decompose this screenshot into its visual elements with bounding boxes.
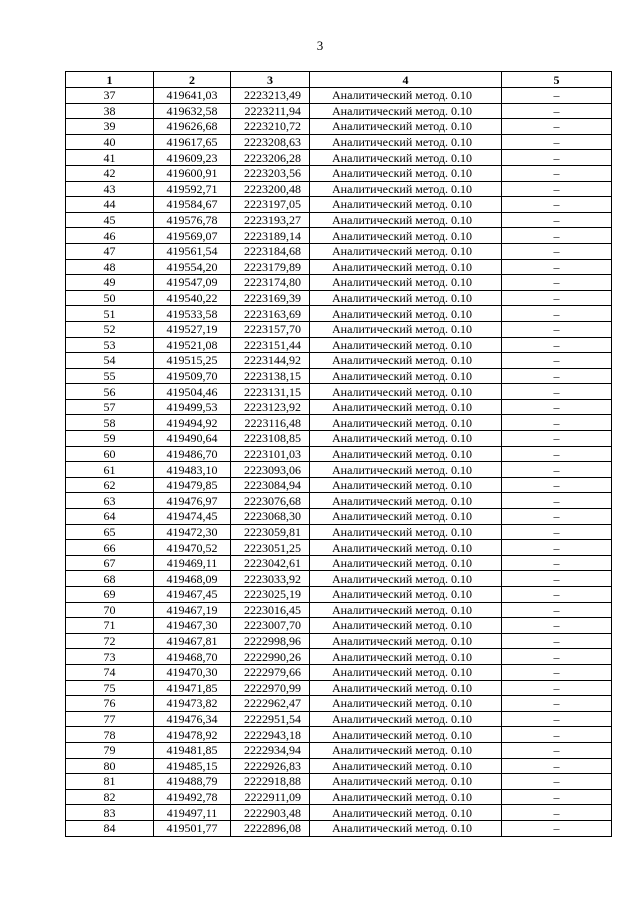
table-row	[66, 212, 612, 228]
x-coordinate-cell: 419474,45	[154, 509, 231, 525]
x-coordinate-cell: 419469,11	[154, 555, 231, 571]
x-coordinate-cell: 419483,10	[154, 462, 231, 478]
method-cell: Аналитический метод. 0.10	[310, 134, 502, 150]
y-coordinate-cell: 2223093,06	[231, 462, 310, 478]
note-cell: –	[502, 696, 612, 712]
x-coordinate-cell: 419492,78	[154, 789, 231, 805]
point-number-cell: 55	[66, 368, 154, 384]
method-cell: Аналитический метод. 0.10	[310, 212, 502, 228]
y-coordinate-cell: 2223211,94	[231, 103, 310, 119]
point-number-cell: 57	[66, 399, 154, 415]
note-cell: –	[502, 88, 612, 104]
table-row	[66, 243, 612, 259]
table-row	[66, 399, 612, 415]
y-coordinate-cell: 2222962,47	[231, 696, 310, 712]
method-cell: Аналитический метод. 0.10	[310, 119, 502, 135]
method-cell: Аналитический метод. 0.10	[310, 243, 502, 259]
x-coordinate-cell: 419554,20	[154, 259, 231, 275]
y-coordinate-cell: 2223210,72	[231, 119, 310, 135]
y-coordinate-cell: 2223179,89	[231, 259, 310, 275]
x-coordinate-cell: 419515,25	[154, 353, 231, 369]
point-number-cell: 46	[66, 228, 154, 244]
table-row	[66, 742, 612, 758]
method-cell: Аналитический метод. 0.10	[310, 664, 502, 680]
y-coordinate-cell: 2223200,48	[231, 181, 310, 197]
y-coordinate-cell: 2223051,25	[231, 540, 310, 556]
x-coordinate-cell: 419467,30	[154, 618, 231, 634]
point-number-cell: 54	[66, 353, 154, 369]
table-row	[66, 774, 612, 790]
note-cell: –	[502, 462, 612, 478]
table-row	[66, 493, 612, 509]
method-cell: Аналитический метод. 0.10	[310, 181, 502, 197]
point-number-cell: 68	[66, 571, 154, 587]
table-row	[66, 789, 612, 805]
table-row	[66, 181, 612, 197]
y-coordinate-cell: 2223184,68	[231, 243, 310, 259]
note-cell: –	[502, 290, 612, 306]
y-coordinate-cell: 2223151,44	[231, 337, 310, 353]
note-cell: –	[502, 633, 612, 649]
table-row	[66, 446, 612, 462]
point-number-cell: 75	[66, 680, 154, 696]
point-number-cell: 44	[66, 197, 154, 213]
table-row	[66, 228, 612, 244]
point-number-cell: 60	[66, 446, 154, 462]
y-coordinate-cell: 2223138,15	[231, 368, 310, 384]
point-number-cell: 47	[66, 243, 154, 259]
note-cell: –	[502, 306, 612, 322]
y-coordinate-cell: 2223197,05	[231, 197, 310, 213]
point-number-cell: 71	[66, 618, 154, 634]
x-coordinate-cell: 419617,65	[154, 134, 231, 150]
method-cell: Аналитический метод. 0.10	[310, 758, 502, 774]
y-coordinate-cell: 2223059,81	[231, 524, 310, 540]
point-number-cell: 64	[66, 509, 154, 525]
note-cell: –	[502, 477, 612, 493]
point-number-cell: 52	[66, 321, 154, 337]
note-cell: –	[502, 680, 612, 696]
x-coordinate-cell: 419467,45	[154, 587, 231, 603]
point-number-cell: 45	[66, 212, 154, 228]
note-cell: –	[502, 103, 612, 119]
method-cell: Аналитический метод. 0.10	[310, 649, 502, 665]
point-number-cell: 42	[66, 165, 154, 181]
coordinates-table	[65, 71, 612, 837]
table-row	[66, 197, 612, 213]
y-coordinate-cell: 2223163,69	[231, 306, 310, 322]
method-cell: Аналитический метод. 0.10	[310, 711, 502, 727]
y-coordinate-cell: 2223007,70	[231, 618, 310, 634]
table-row	[66, 477, 612, 493]
table-row	[66, 368, 612, 384]
y-coordinate-cell: 2223068,30	[231, 509, 310, 525]
table-body	[66, 88, 612, 837]
method-cell: Аналитический метод. 0.10	[310, 727, 502, 743]
point-number-cell: 65	[66, 524, 154, 540]
note-cell: –	[502, 493, 612, 509]
table-row	[66, 103, 612, 119]
x-coordinate-cell: 419490,64	[154, 431, 231, 447]
x-coordinate-cell: 419485,15	[154, 758, 231, 774]
method-cell: Аналитический метод. 0.10	[310, 150, 502, 166]
x-coordinate-cell: 419494,92	[154, 415, 231, 431]
y-coordinate-cell: 2223144,92	[231, 353, 310, 369]
note-cell: –	[502, 321, 612, 337]
x-coordinate-cell: 419470,30	[154, 664, 231, 680]
point-number-cell: 48	[66, 259, 154, 275]
table-row	[66, 618, 612, 634]
table-row	[66, 805, 612, 821]
x-coordinate-cell: 419470,52	[154, 540, 231, 556]
method-cell: Аналитический метод. 0.10	[310, 789, 502, 805]
y-coordinate-cell: 2223157,70	[231, 321, 310, 337]
x-coordinate-cell: 419486,70	[154, 446, 231, 462]
note-cell: –	[502, 649, 612, 665]
method-cell: Аналитический метод. 0.10	[310, 415, 502, 431]
method-cell: Аналитический метод. 0.10	[310, 275, 502, 291]
x-coordinate-cell: 419476,34	[154, 711, 231, 727]
method-cell: Аналитический метод. 0.10	[310, 524, 502, 540]
point-number-cell: 83	[66, 805, 154, 821]
method-cell: Аналитический метод. 0.10	[310, 602, 502, 618]
table-row	[66, 664, 612, 680]
point-number-cell: 50	[66, 290, 154, 306]
x-coordinate-cell: 419481,85	[154, 742, 231, 758]
method-cell: Аналитический метод. 0.10	[310, 618, 502, 634]
note-cell: –	[502, 820, 612, 836]
method-cell: Аналитический метод. 0.10	[310, 290, 502, 306]
note-cell: –	[502, 805, 612, 821]
table-row	[66, 290, 612, 306]
x-coordinate-cell: 419527,19	[154, 321, 231, 337]
note-cell: –	[502, 399, 612, 415]
point-number-cell: 77	[66, 711, 154, 727]
point-number-cell: 38	[66, 103, 154, 119]
point-number-cell: 72	[66, 633, 154, 649]
x-coordinate-cell: 419476,97	[154, 493, 231, 509]
table-row	[66, 384, 612, 400]
y-coordinate-cell: 2223193,27	[231, 212, 310, 228]
y-coordinate-cell: 2222979,66	[231, 664, 310, 680]
method-cell: Аналитический метод. 0.10	[310, 493, 502, 509]
table-row	[66, 727, 612, 743]
point-number-cell: 51	[66, 306, 154, 322]
x-coordinate-cell: 419504,46	[154, 384, 231, 400]
y-coordinate-cell: 2222903,48	[231, 805, 310, 821]
x-coordinate-cell: 419584,67	[154, 197, 231, 213]
y-coordinate-cell: 2222926,83	[231, 758, 310, 774]
table-row	[66, 555, 612, 571]
y-coordinate-cell: 2222896,08	[231, 820, 310, 836]
column-header-5: 5	[502, 72, 612, 88]
note-cell: –	[502, 150, 612, 166]
table-row	[66, 758, 612, 774]
point-number-cell: 62	[66, 477, 154, 493]
note-cell: –	[502, 711, 612, 727]
method-cell: Аналитический метод. 0.10	[310, 696, 502, 712]
x-coordinate-cell: 419626,68	[154, 119, 231, 135]
x-coordinate-cell: 419641,03	[154, 88, 231, 104]
method-cell: Аналитический метод. 0.10	[310, 571, 502, 587]
y-coordinate-cell: 2223016,45	[231, 602, 310, 618]
x-coordinate-cell: 419569,07	[154, 228, 231, 244]
point-number-cell: 63	[66, 493, 154, 509]
y-coordinate-cell: 2223076,68	[231, 493, 310, 509]
point-number-cell: 56	[66, 384, 154, 400]
method-cell: Аналитический метод. 0.10	[310, 742, 502, 758]
method-cell: Аналитический метод. 0.10	[310, 321, 502, 337]
point-number-cell: 39	[66, 119, 154, 135]
column-header-3: 3	[231, 72, 310, 88]
x-coordinate-cell: 419533,58	[154, 306, 231, 322]
x-coordinate-cell: 419472,30	[154, 524, 231, 540]
method-cell: Аналитический метод. 0.10	[310, 384, 502, 400]
table-row	[66, 602, 612, 618]
note-cell: –	[502, 524, 612, 540]
table-row	[66, 306, 612, 322]
note-cell: –	[502, 618, 612, 634]
x-coordinate-cell: 419509,70	[154, 368, 231, 384]
y-coordinate-cell: 2223033,92	[231, 571, 310, 587]
point-number-cell: 84	[66, 820, 154, 836]
method-cell: Аналитический метод. 0.10	[310, 165, 502, 181]
method-cell: Аналитический метод. 0.10	[310, 509, 502, 525]
y-coordinate-cell: 2222970,99	[231, 680, 310, 696]
x-coordinate-cell: 419497,11	[154, 805, 231, 821]
table-row	[66, 415, 612, 431]
point-number-cell: 49	[66, 275, 154, 291]
point-number-cell: 74	[66, 664, 154, 680]
note-cell: –	[502, 727, 612, 743]
table-row	[66, 820, 612, 836]
method-cell: Аналитический метод. 0.10	[310, 431, 502, 447]
y-coordinate-cell: 2223213,49	[231, 88, 310, 104]
x-coordinate-cell: 419467,19	[154, 602, 231, 618]
table-row	[66, 321, 612, 337]
y-coordinate-cell: 2222934,94	[231, 742, 310, 758]
x-coordinate-cell: 419499,53	[154, 399, 231, 415]
y-coordinate-cell: 2223169,39	[231, 290, 310, 306]
table-row	[66, 633, 612, 649]
note-cell: –	[502, 212, 612, 228]
note-cell: –	[502, 509, 612, 525]
x-coordinate-cell: 419468,09	[154, 571, 231, 587]
method-cell: Аналитический метод. 0.10	[310, 259, 502, 275]
method-cell: Аналитический метод. 0.10	[310, 680, 502, 696]
note-cell: –	[502, 540, 612, 556]
column-header-1: 1	[66, 72, 154, 88]
x-coordinate-cell: 419547,09	[154, 275, 231, 291]
note-cell: –	[502, 446, 612, 462]
note-cell: –	[502, 571, 612, 587]
point-number-cell: 70	[66, 602, 154, 618]
page-number: 3	[316, 38, 324, 53]
note-cell: –	[502, 431, 612, 447]
note-cell: –	[502, 228, 612, 244]
x-coordinate-cell: 419600,91	[154, 165, 231, 181]
point-number-cell: 78	[66, 727, 154, 743]
y-coordinate-cell: 2222951,54	[231, 711, 310, 727]
point-number-cell: 81	[66, 774, 154, 790]
point-number-cell: 82	[66, 789, 154, 805]
y-coordinate-cell: 2222998,96	[231, 633, 310, 649]
method-cell: Аналитический метод. 0.10	[310, 820, 502, 836]
point-number-cell: 59	[66, 431, 154, 447]
point-number-cell: 58	[66, 415, 154, 431]
method-cell: Аналитический метод. 0.10	[310, 103, 502, 119]
table-row	[66, 134, 612, 150]
y-coordinate-cell: 2223025,19	[231, 587, 310, 603]
method-cell: Аналитический метод. 0.10	[310, 774, 502, 790]
method-cell: Аналитический метод. 0.10	[310, 587, 502, 603]
note-cell: –	[502, 602, 612, 618]
note-cell: –	[502, 415, 612, 431]
table-row	[66, 353, 612, 369]
note-cell: –	[502, 243, 612, 259]
method-cell: Аналитический метод. 0.10	[310, 306, 502, 322]
method-cell: Аналитический метод. 0.10	[310, 368, 502, 384]
method-cell: Аналитический метод. 0.10	[310, 540, 502, 556]
note-cell: –	[502, 165, 612, 181]
table-row	[66, 462, 612, 478]
note-cell: –	[502, 789, 612, 805]
note-cell: –	[502, 384, 612, 400]
point-number-cell: 53	[66, 337, 154, 353]
x-coordinate-cell: 419632,58	[154, 103, 231, 119]
y-coordinate-cell: 2223108,85	[231, 431, 310, 447]
note-cell: –	[502, 353, 612, 369]
table-row	[66, 649, 612, 665]
column-header-2: 2	[154, 72, 231, 88]
point-number-cell: 66	[66, 540, 154, 556]
note-cell: –	[502, 134, 612, 150]
table-row	[66, 275, 612, 291]
point-number-cell: 61	[66, 462, 154, 478]
x-coordinate-cell: 419576,78	[154, 212, 231, 228]
method-cell: Аналитический метод. 0.10	[310, 353, 502, 369]
table-row	[66, 509, 612, 525]
x-coordinate-cell: 419488,79	[154, 774, 231, 790]
note-cell: –	[502, 774, 612, 790]
point-number-cell: 79	[66, 742, 154, 758]
note-cell: –	[502, 555, 612, 571]
table-row	[66, 150, 612, 166]
table-row	[66, 88, 612, 104]
table-row	[66, 337, 612, 353]
note-cell: –	[502, 758, 612, 774]
point-number-cell: 43	[66, 181, 154, 197]
table-row	[66, 259, 612, 275]
method-cell: Аналитический метод. 0.10	[310, 399, 502, 415]
note-cell: –	[502, 368, 612, 384]
y-coordinate-cell: 2223203,56	[231, 165, 310, 181]
method-cell: Аналитический метод. 0.10	[310, 197, 502, 213]
note-cell: –	[502, 119, 612, 135]
y-coordinate-cell: 2223042,61	[231, 555, 310, 571]
point-number-cell: 80	[66, 758, 154, 774]
table-row	[66, 119, 612, 135]
table-row	[66, 696, 612, 712]
table-row	[66, 165, 612, 181]
y-coordinate-cell: 2223101,03	[231, 446, 310, 462]
point-number-cell: 40	[66, 134, 154, 150]
y-coordinate-cell: 2223123,92	[231, 399, 310, 415]
x-coordinate-cell: 419540,22	[154, 290, 231, 306]
method-cell: Аналитический метод. 0.10	[310, 446, 502, 462]
method-cell: Аналитический метод. 0.10	[310, 337, 502, 353]
point-number-cell: 73	[66, 649, 154, 665]
x-coordinate-cell: 419467,81	[154, 633, 231, 649]
y-coordinate-cell: 2223084,94	[231, 477, 310, 493]
note-cell: –	[502, 275, 612, 291]
table-row	[66, 587, 612, 603]
y-coordinate-cell: 2223189,14	[231, 228, 310, 244]
y-coordinate-cell: 2223206,28	[231, 150, 310, 166]
note-cell: –	[502, 742, 612, 758]
column-header-4: 4	[310, 72, 502, 88]
method-cell: Аналитический метод. 0.10	[310, 88, 502, 104]
point-number-cell: 41	[66, 150, 154, 166]
note-cell: –	[502, 337, 612, 353]
table-row	[66, 540, 612, 556]
x-coordinate-cell: 419479,85	[154, 477, 231, 493]
method-cell: Аналитический метод. 0.10	[310, 462, 502, 478]
method-cell: Аналитический метод. 0.10	[310, 633, 502, 649]
note-cell: –	[502, 181, 612, 197]
y-coordinate-cell: 2223174,80	[231, 275, 310, 291]
table-header-row	[66, 72, 612, 88]
note-cell: –	[502, 587, 612, 603]
note-cell: –	[502, 664, 612, 680]
method-cell: Аналитический метод. 0.10	[310, 228, 502, 244]
y-coordinate-cell: 2222911,09	[231, 789, 310, 805]
table-row	[66, 524, 612, 540]
y-coordinate-cell: 2222943,18	[231, 727, 310, 743]
y-coordinate-cell: 2223131,15	[231, 384, 310, 400]
point-number-cell: 37	[66, 88, 154, 104]
method-cell: Аналитический метод. 0.10	[310, 555, 502, 571]
table-row	[66, 680, 612, 696]
note-cell: –	[502, 197, 612, 213]
table-row	[66, 431, 612, 447]
x-coordinate-cell: 419478,92	[154, 727, 231, 743]
y-coordinate-cell: 2222990,26	[231, 649, 310, 665]
note-cell: –	[502, 259, 612, 275]
y-coordinate-cell: 2223116,48	[231, 415, 310, 431]
x-coordinate-cell: 419521,08	[154, 337, 231, 353]
method-cell: Аналитический метод. 0.10	[310, 805, 502, 821]
x-coordinate-cell: 419471,85	[154, 680, 231, 696]
table-row	[66, 711, 612, 727]
point-number-cell: 67	[66, 555, 154, 571]
table-row	[66, 571, 612, 587]
x-coordinate-cell: 419609,23	[154, 150, 231, 166]
y-coordinate-cell: 2223208,63	[231, 134, 310, 150]
x-coordinate-cell: 419468,70	[154, 649, 231, 665]
x-coordinate-cell: 419501,77	[154, 820, 231, 836]
y-coordinate-cell: 2222918,88	[231, 774, 310, 790]
x-coordinate-cell: 419592,71	[154, 181, 231, 197]
x-coordinate-cell: 419473,82	[154, 696, 231, 712]
x-coordinate-cell: 419561,54	[154, 243, 231, 259]
point-number-cell: 69	[66, 587, 154, 603]
point-number-cell: 76	[66, 696, 154, 712]
method-cell: Аналитический метод. 0.10	[310, 477, 502, 493]
